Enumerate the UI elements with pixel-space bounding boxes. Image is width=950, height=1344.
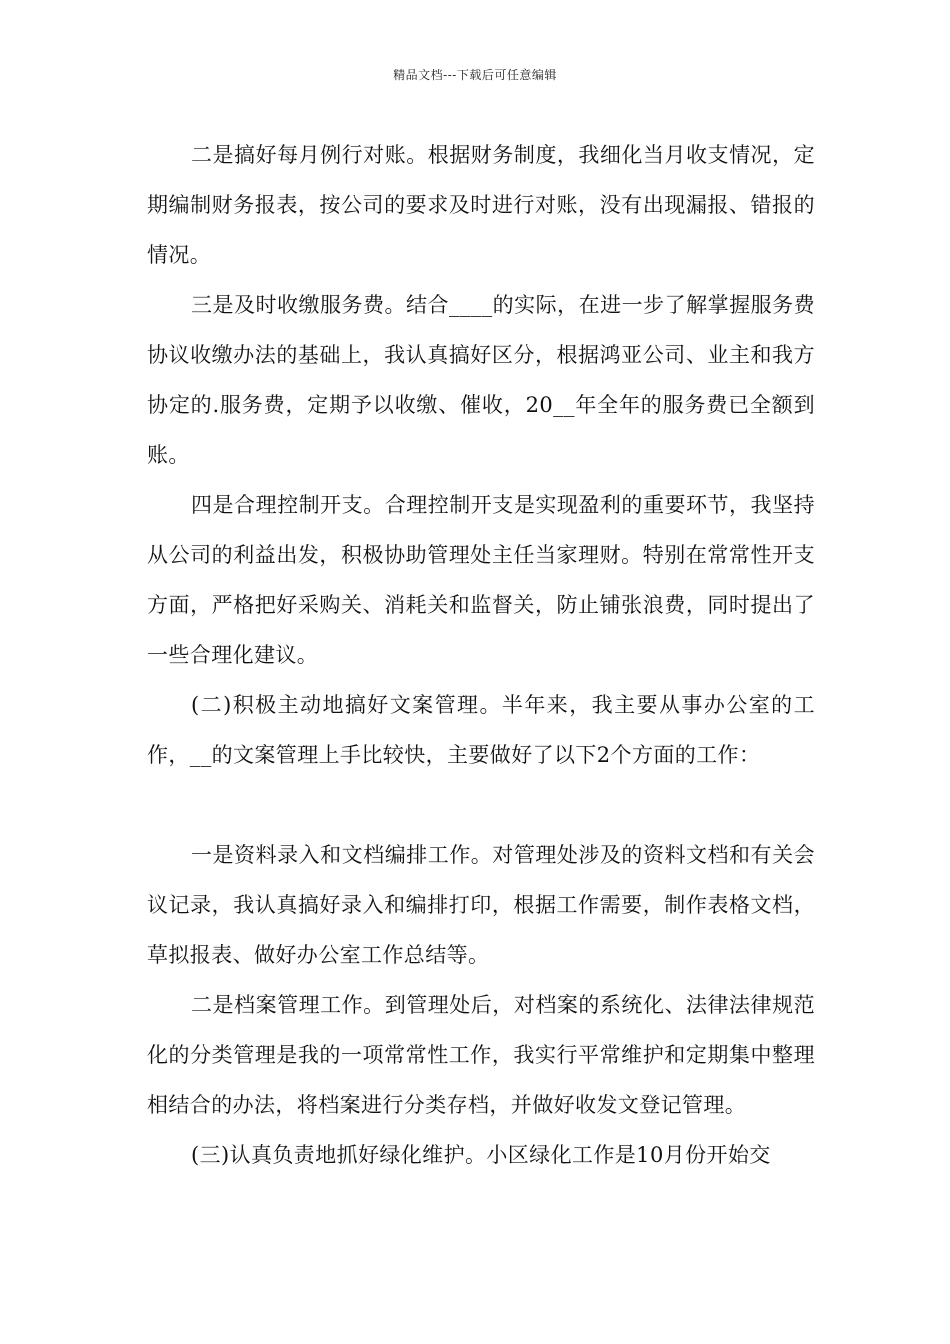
paragraph-document-management: (二)积极主动地搞好文案管理。半年来，我主要从事办公室的工作，__的文案管理上手比较快，主要做好了以下2个方面的工作：: [147, 693, 815, 767]
page-header: 精品文档---下载后可任意编辑: [393, 68, 557, 82]
paragraph-service-fee: 三是及时收缴服务费。结合____的实际，在进一步了解掌握服务费协议收缴办法的基础上，我认真搞好区分，根据鸿亚公司、业主和我方协定的.服务费，定期予以收缴、催收，20__年全年的服务费已全额到账。: [147, 293, 815, 467]
paragraph-reconciliation: 二是搞好每月例行对账。根据财务制度，我细化当月收支情况，定期编制财务报表，按公司的要求及时进行对账，没有出现漏报、错报的情况。: [147, 143, 815, 267]
document-body: [147, 130, 815, 1180]
paragraph-data-entry: 一是资料录入和文档编排工作。对管理处涉及的资料文档和有关会议记录，我认真搞好录入和编排打印，根据工作需要，制作表格文档，草拟报表、做好办公室工作总结等。: [147, 843, 815, 967]
paragraph-archive-management: 二是档案管理工作。到管理处后，对档案的系统化、法律法律规范化的分类管理是我的一项常常性工作，我实行平常维护和定期集中整理相结合的办法，将档案进行分类存档，并做好收发文登记管理。: [147, 993, 815, 1117]
paragraph-expense-control: 四是合理控制开支。合理控制开支是实现盈利的重要环节，我坚持从公司的利益出发，积极协助管理处主任当家理财。特别在常常性开支方面，严格把好采购关、消耗关和监督关，防止铺张浪费，同时提出了一些合理化建议。: [147, 493, 815, 667]
paragraph-greening: (三)认真负责地抓好绿化维护。小区绿化工作是10月份开始交: [191, 1143, 771, 1167]
